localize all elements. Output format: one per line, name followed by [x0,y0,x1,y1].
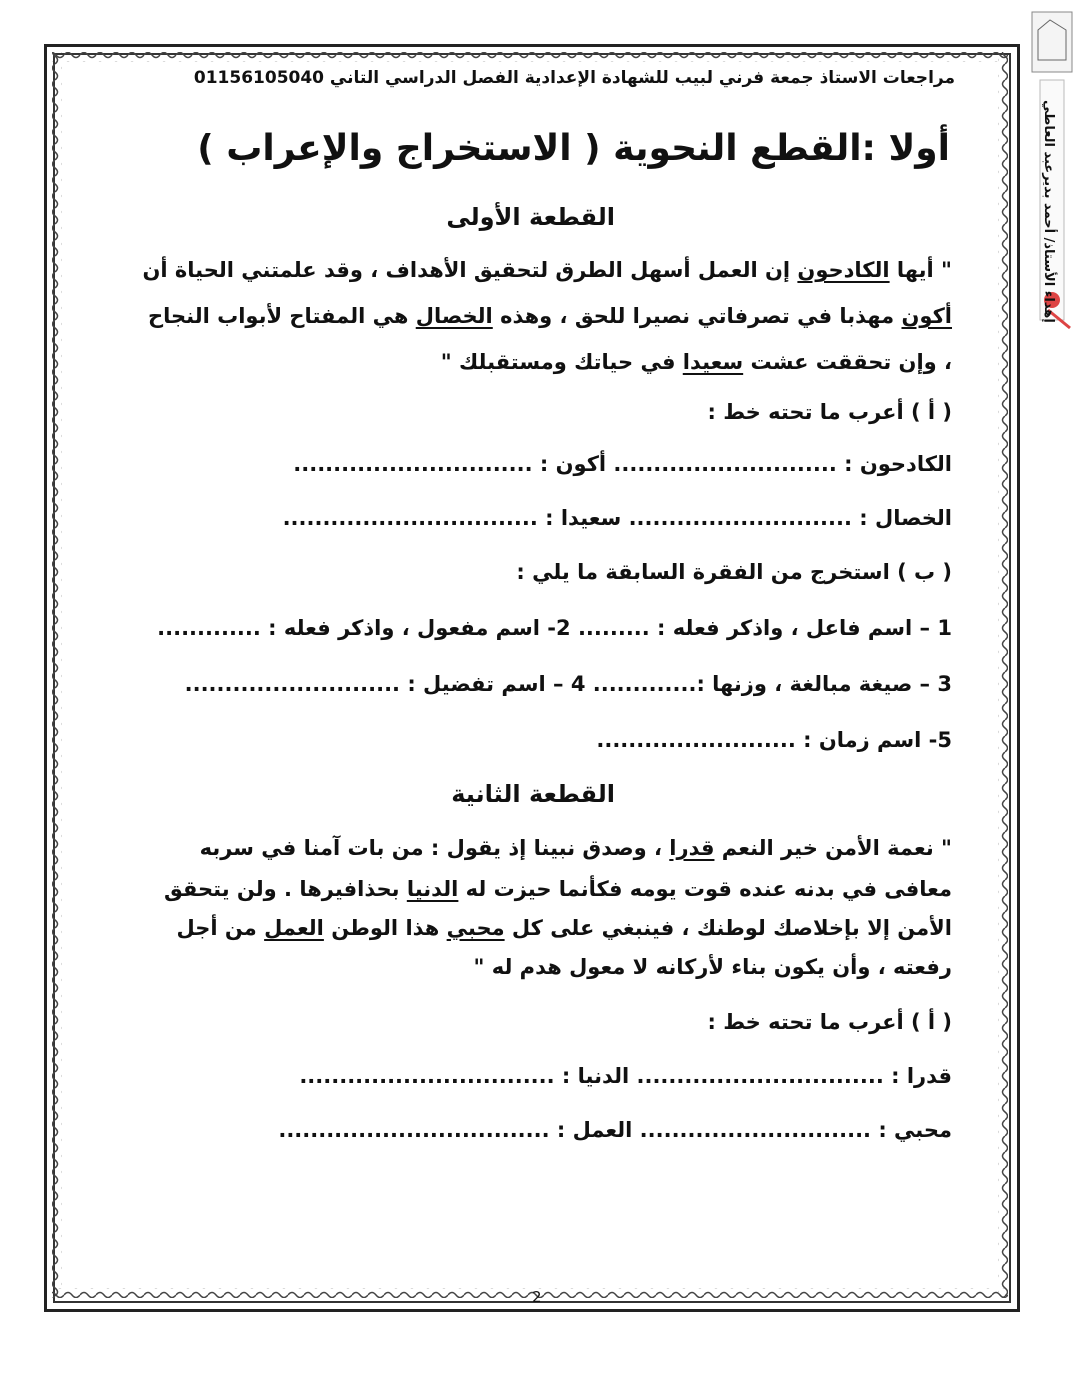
text: معافى في بدنه عنده قوت يومه فكأنما حيزت له [458,877,952,901]
piece2-answer-line2: محبي : ............................. العمل : .................................. [278,1118,952,1142]
underlined-word: الكادحون [797,258,890,282]
piece1-extract-line3: 5- اسم زمان : ......................... [596,728,952,752]
underlined-word: الدنيا [406,877,459,901]
piece1-question-a: ( أ ) أعرب ما تحته خط : [707,400,952,424]
text: ، وصدق نبينا إذ يقول : من بات آمنا في سربه [199,836,670,860]
text: بحذافيرها . ولن يتحقق [163,877,407,901]
piece2-heading: القطعة الثانية [451,780,615,808]
page-number: 2 [532,1288,542,1306]
piece2-question-a: ( أ ) أعرب ما تحته خط : [707,1010,952,1034]
text: " نعمة الأمن خير النعم [714,836,952,860]
piece1-paragraph-line3 [441,350,952,374]
text: مهذبا في تصرفاتي نصيرا للحق ، وهذه [492,304,902,328]
underlined-word: أكون [901,304,952,328]
text: من أجل [176,916,265,940]
piece2-paragraph-line4: رفعته ، وأن يكون بناء لأركانه لا معول هدم له " [473,955,952,979]
dedication-label: إهداء الأستاذ/ أحمد بديرعبد العاطي [1041,100,1056,323]
piece2-paragraph-line2 [164,877,952,901]
underlined-word: سعيدا [682,350,744,374]
piece2-answer-line1: قدرا : ............................... الدنيا : ................................ [299,1064,952,1088]
piece1-answer-line1: الكادحون : ............................ أكون : .............................. [293,452,952,476]
piece2-paragraph-line1 [200,836,952,860]
page-header: مراجعات الاستاذ جمعة فرني لبيب للشهادة الإعدادية الفصل الدراسي التاني 01156105040 [193,68,955,88]
underlined-word: قدرا [669,836,715,860]
underlined-word: العمل [264,916,324,940]
underlined-word: الخصال [415,304,493,328]
text: إن العمل أسهل الطرق لتحقيق الأهداف ، وقد علمتني الحياة أن [142,258,798,282]
text: هي المفتاح لأبواب النجاح [148,304,416,328]
text: هذا الوطن [323,916,447,940]
text: في حياتك ومستقبلك " [440,350,683,374]
piece1-answer-line2: الخصال : ............................ سعيدا : ................................ [282,506,952,530]
piece1-question-b: ( ب ) استخرج من الفقرة السابقة ما يلي : [516,560,952,584]
piece1-paragraph-line1 [142,258,952,282]
piece1-heading: القطعة الأولى [446,203,615,231]
piece1-extract-line2: 3 – صيغة مبالغة ، وزنها :............. 4 – اسم تفضيل : ........................... [184,672,952,696]
piece1-extract-line1: 1 – اسم فاعل ، واذكر فعله : ......... 2- اسم مفعول ، واذكر فعله : ............. [157,616,952,640]
piece2-paragraph-line3 [177,916,952,940]
underlined-word: محبي [446,916,505,940]
page-title: أولا :القطع النحوية ( الاستخراج والإعراب ) [197,128,950,169]
text: الأمن إلا بإخلاصك لوطنك ، فينبغي على كل [504,916,952,940]
text: ، وإن تحققت عشت [743,350,952,374]
text: " أيها [889,258,952,282]
piece1-paragraph-line2 [148,304,952,328]
